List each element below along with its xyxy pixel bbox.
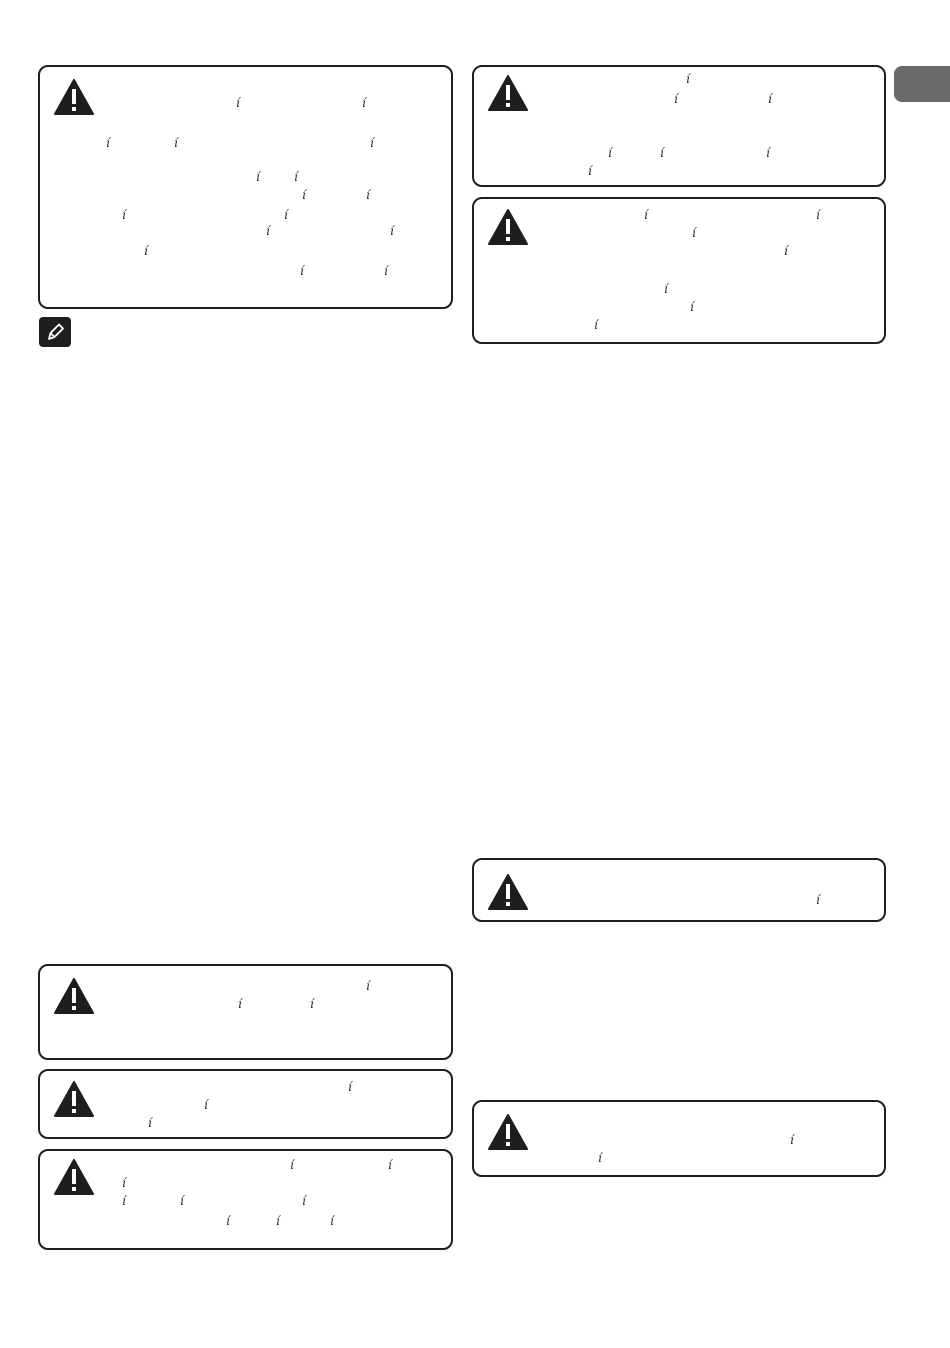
text-glyph: í: [384, 264, 388, 278]
text-glyph: í: [598, 1151, 602, 1165]
warning-box: [38, 1069, 453, 1139]
warning-box: [38, 964, 453, 1060]
warning-triangle-icon: [54, 978, 94, 1014]
text-glyph: í: [122, 1194, 126, 1208]
text-glyph: í: [106, 136, 110, 150]
warning-box: [38, 65, 453, 309]
text-glyph: í: [330, 1214, 334, 1228]
text-glyph: í: [144, 244, 148, 258]
text-glyph: í: [180, 1194, 184, 1208]
warning-triangle-icon: [488, 209, 528, 245]
text-glyph: í: [226, 1214, 230, 1228]
warning-triangle-icon: [54, 79, 94, 115]
text-glyph: í: [204, 1098, 208, 1112]
text-glyph: í: [388, 1158, 392, 1172]
text-glyph: í: [768, 92, 772, 106]
text-glyph: í: [290, 1158, 294, 1172]
text-glyph: í: [174, 136, 178, 150]
text-glyph: í: [122, 208, 126, 222]
text-glyph: í: [276, 1214, 280, 1228]
text-glyph: í: [348, 1080, 352, 1094]
warning-triangle-icon: [54, 1159, 94, 1195]
text-glyph: í: [300, 264, 304, 278]
text-glyph: í: [302, 1194, 306, 1208]
warning-box: [38, 1149, 453, 1250]
text-glyph: í: [148, 1116, 152, 1130]
warning-box: [472, 1100, 886, 1177]
warning-triangle-icon: [488, 874, 528, 910]
text-glyph: í: [692, 226, 696, 240]
warning-box: [472, 197, 886, 344]
pencil-note-icon: [38, 316, 72, 348]
text-glyph: í: [366, 979, 370, 993]
text-glyph: í: [256, 170, 260, 184]
warning-triangle-icon: [488, 75, 528, 111]
text-glyph: í: [122, 1176, 126, 1190]
text-glyph: í: [664, 282, 668, 296]
text-glyph: í: [370, 136, 374, 150]
warning-box: [472, 858, 886, 922]
text-glyph: í: [644, 208, 648, 222]
text-glyph: í: [302, 188, 306, 202]
side-tab: [894, 66, 950, 102]
text-glyph: í: [766, 146, 770, 160]
text-glyph: í: [594, 318, 598, 332]
text-glyph: í: [588, 164, 592, 178]
text-glyph: í: [310, 997, 314, 1011]
warning-triangle-icon: [488, 1114, 528, 1150]
text-glyph: í: [784, 244, 788, 258]
text-glyph: í: [686, 72, 690, 86]
text-glyph: í: [790, 1133, 794, 1147]
text-glyph: í: [366, 188, 370, 202]
text-glyph: í: [608, 146, 612, 160]
text-glyph: í: [294, 170, 298, 184]
text-glyph: í: [266, 224, 270, 238]
warning-triangle-icon: [54, 1081, 94, 1117]
text-glyph: í: [284, 208, 288, 222]
text-glyph: í: [816, 208, 820, 222]
text-glyph: í: [362, 96, 366, 110]
text-glyph: í: [674, 92, 678, 106]
text-glyph: í: [390, 224, 394, 238]
text-glyph: í: [236, 96, 240, 110]
text-glyph: í: [690, 300, 694, 314]
text-glyph: í: [238, 997, 242, 1011]
warning-box: [472, 65, 886, 187]
text-glyph: í: [660, 146, 664, 160]
text-glyph: í: [816, 893, 820, 907]
